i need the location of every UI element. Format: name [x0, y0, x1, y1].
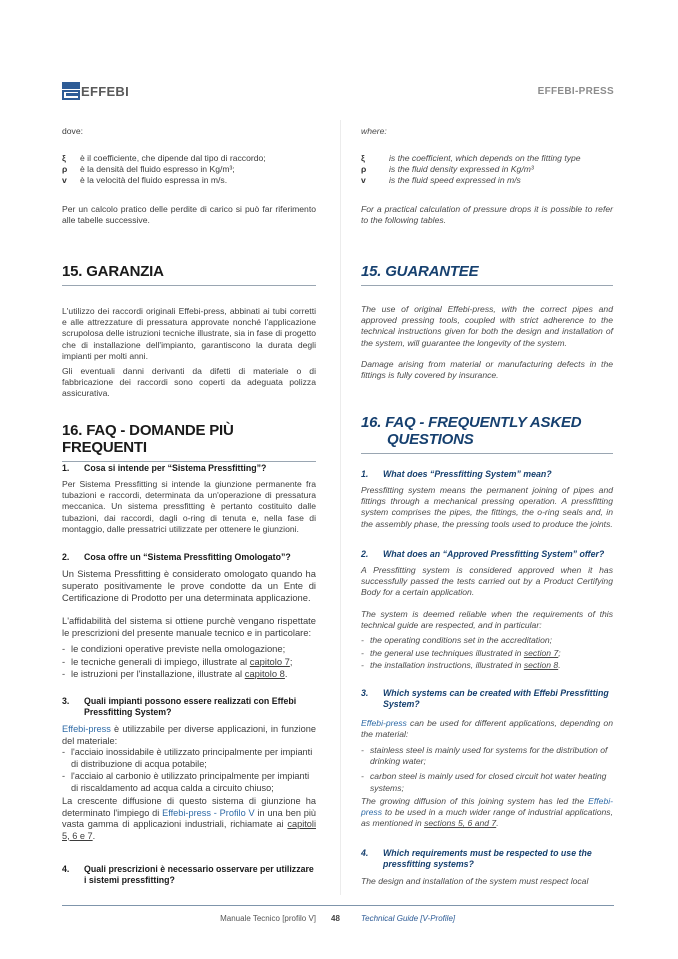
list-item: - le tecniche generali di impiego, illustrate al capitolo 7;: [62, 655, 293, 667]
list-item: - the installation instructions, illustrated in section 8.: [361, 660, 561, 670]
list-item: - stainless steel is mainly used for systems for the distribution of drinking water;: [361, 745, 608, 767]
faq-answer-1: Per Sistema Pressfitting si intende la giunzione permanente fra tubazioni e raccordi, determinata da un'operazione di pressatura meccanica. Un sistema pressfitting è pertanto costituito dalle tubazioni, dai raccordi, dagli o-ring di tenuta e, nella fase di montaggio, dalle pressatrici utilizzate per ottenere le giunzioni.: [62, 479, 316, 534]
s15-paragraph-1: L'utilizzo dei raccordi originali Effebi-press, abbinati ai tubi corretti e alle attrezzature di pressatura approvate nonché l'applicazione scrupolosa delle istruzioni tecniche illustrate, sia in fase di progetto che di installazione dell'impianto, garantiscono la durata degli impianti per molti anni.: [62, 306, 316, 361]
faq-question-4: 4. Quali prescrizioni è necessario osservare per utilizzare i sistemi pressfitting?: [62, 864, 314, 885]
v-symbol: v: [62, 175, 67, 186]
faq-answer-2-p2: The system is deemed reliable when the requirements of this technical guide are respected, and in particular:: [361, 609, 613, 631]
section-7-link[interactable]: section 7: [523, 647, 559, 658]
faq-answer-3-list: [361, 745, 613, 794]
faq-question-2: 2. Cosa offre un “Sistema Pressfitting Omologato”?: [62, 552, 291, 562]
footer-italian-title: Manuale Tecnico [profilo V]: [220, 914, 316, 923]
xi-symbol: ξ: [361, 153, 365, 163]
list-item: - carbon steel is mainly used for closed circuit hot water heating systems;: [361, 771, 607, 793]
faq-answer-3-list: [62, 747, 316, 794]
v-symbol: v: [361, 175, 366, 186]
symbol-list: [62, 153, 316, 187]
intro-text: dove:: [62, 126, 84, 136]
section-15-title: 15. GUARANTEE: [361, 263, 613, 286]
faq-question-1: 1. Cosa si intende per “Sistema Pressfitting”?: [62, 463, 267, 473]
effebi-logo-icon: [62, 82, 80, 100]
chapter-8-link[interactable]: capitolo 8: [244, 668, 285, 679]
brand-name: EFFEBI-PRESS: [537, 86, 614, 97]
section-8-link[interactable]: section 8: [523, 660, 559, 670]
faq-answer-3-intro: Effebi-press can be used for different applications, depending on the material:: [361, 718, 613, 740]
sections-5-6-7-link[interactable]: sections 5, 6 and 7: [424, 818, 497, 829]
s15-paragraph-2: Damage arising from material or manufacturing defects in the fittings is fully covered by insurance.: [361, 359, 613, 381]
faq-question-2: 2. What does an “Approved Pressfitting System” offer?: [361, 549, 605, 559]
list-item: - le condizioni operative previste nella omologazione;: [62, 643, 286, 654]
intro-text: where:: [361, 126, 387, 136]
faq-answer-2-list: [361, 634, 613, 672]
calc-note: For a practical calculation of pressure drops it is possible to refer to the following tables.: [361, 204, 613, 226]
s15-paragraph-2: Gli eventuali danni derivanti da difetti di materiale o di fabbricazione dei raccordi sono coperti da adeguata polizza assicurativa.: [62, 366, 316, 399]
faq-answer-4: The design and installation of the system must respect local: [361, 876, 589, 886]
list-item: - the general use techniques illustrated in section 7;: [361, 647, 561, 658]
footer-english-title: Technical Guide [V-Profile]: [361, 914, 456, 923]
faq-answer-2-p2: L'affidabilità del sistema si ottiene purchè vengano rispettate le prescrizioni del presente manuale tecnico e in particolare:: [62, 615, 316, 638]
section-16-title: 16. FAQ - FREQUENTLY ASKED QUESTIONS: [361, 414, 613, 454]
calc-note: Per un calcolo pratico delle perdite di carico si può far riferimento alle tabelle successive.: [62, 204, 316, 226]
brand-link: Effebi-press: [361, 718, 407, 728]
effebi-logo: [62, 82, 129, 100]
faq-question-1: 1. What does “Pressfitting System” mean?: [361, 469, 552, 479]
symbol-row: v è la velocità del fluido espressa in m/s.: [62, 175, 228, 186]
chapter-7-link[interactable]: capitolo 7: [249, 655, 290, 667]
faq-answer-3-paragraph: La crescente diffusione di questo sistema di giunzione ha determinato l'impiego di Effebi-press - Profilo V in una ben più vasta gamma di applicazioni industriali, richiamate ai capitoli 5, 6 e 7.: [62, 796, 317, 841]
column-divider: [340, 120, 341, 895]
rho-symbol: ρ: [62, 164, 68, 175]
chapters-5-6-7-link[interactable]: capitoli 5, 6 e 7: [62, 819, 316, 841]
section-16-title: 16. FAQ - DOMANDE PIÙ FREQUENTI: [62, 422, 316, 462]
page-header: [62, 80, 614, 104]
list-item: - l'acciaio inossidabile è utilizzato principalmente per impianti di distribuzione di acqua potabile;: [62, 747, 313, 769]
faq-answer-2-p1: A Pressfitting system is considered approved when it has successfully passed the tests carried out by a Product Certifying Body for a certain application.: [361, 565, 613, 598]
faq-answer-3-paragraph: The growing diffusion of this joining system has led the Effebi-press to be used in a much wider range of industrial applications, as mentioned in sections 5, 6 and 7.: [361, 796, 613, 829]
s15-paragraph-1: The use of original Effebi-press, with the correct pipes and approved pressing tools, coupled with strict adherence to the technical instructions given for both the design and installation of the system, will guarantee the longevity of the system.: [361, 304, 613, 348]
section-15-title: 15. GARANZIA: [62, 263, 316, 286]
logo-text: EFFEBI: [81, 83, 130, 99]
faq-answer-2-p1: Un Sistema Pressfitting è considerato omologato quando ha superato positivamente le prove condotte da un Ente di Certificazione di Prodotto per una determinata applicazione.: [62, 568, 316, 603]
list-item: - the operating conditions set in the accreditation;: [361, 635, 553, 645]
list-item: - l'acciaio al carbonio è utilizzato principalmente per impianti di riscaldamento ad acqua calda a circuito chiuso;: [62, 771, 310, 793]
faq-answer-1: Pressfitting system means the permanent joining of pipes and fittings through a mechanical pressing operation. A pressfitting system comprises the pipes, the fittings, the o-ring seals and, in the assembly phase, the pressing tools used to produce the joints.: [361, 485, 613, 529]
symbol-row: ξ is the coefficient, which depends on the fitting type: [361, 153, 581, 163]
xi-symbol: ξ: [62, 153, 66, 163]
symbol-row: v is the fluid speed expressed in m/s: [361, 175, 521, 186]
rho-symbol: ρ: [361, 164, 367, 175]
list-item: - le istruzioni per l'installazione, illustrate al capitolo 8.: [62, 668, 288, 679]
symbol-row: ξ è il coefficiente, che dipende dal tipo di raccordo;: [62, 153, 266, 163]
faq-answer-2-list: [62, 643, 316, 681]
faq-question-4: 4. Which requirements must be respected to use the pressfitting systems?: [361, 848, 592, 869]
symbol-row: ρ è la densità del fluido espresso in Kg/m³;: [62, 164, 235, 175]
symbol-row: ρ is the fluid density expressed in Kg/m³: [361, 164, 534, 175]
symbol-list: [361, 153, 613, 187]
faq-question-3: 3. Quali impianti possono essere realizzati con Effebi Pressfitting System?: [62, 696, 297, 717]
footer-divider: [62, 905, 614, 906]
brand-link: Effebi-press: [62, 724, 111, 734]
page-number: 48: [331, 914, 340, 923]
faq-question-3: 3. Which systems can be created with Effebi Pressfitting System?: [361, 688, 609, 709]
faq-answer-3-intro: Effebi-press è utilizzabile per diverse applicazioni, in funzione del materiale:: [62, 724, 316, 746]
